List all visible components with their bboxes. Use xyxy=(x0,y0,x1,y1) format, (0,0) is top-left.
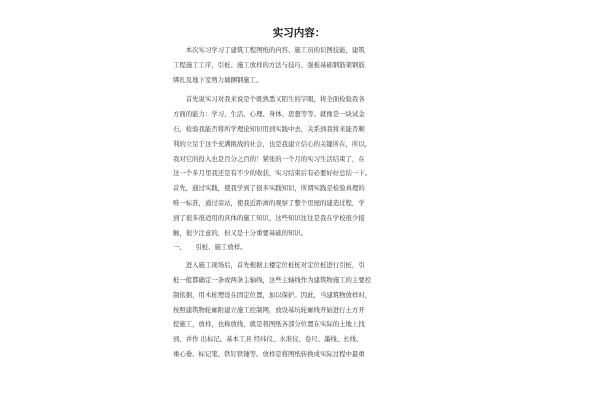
text-line: 到了很多很适用的具体的施工知识，这些知识往往是我在学校很少接 xyxy=(173,213,365,222)
document-title: 实习内容： xyxy=(272,27,326,39)
text-line: 按照建筑物轮廓附建立施工控制网，放设基坑轮廓线开始进行土方开 xyxy=(173,305,365,314)
text-line: 挖施工，放样，也称放线，就是将图纸各部分位置在实际的土地上找 xyxy=(173,320,365,329)
text-line: 我对它的投入也是百分之百的！紧张的一个月的实习生活结束了，在 xyxy=(173,154,365,163)
text-line: 首先，通过实践，使我学到了很多实践知识，所谓实践是检验真理的 xyxy=(173,184,365,193)
text-line: 唯一标准，通过旁站，使我近距离的观察了整个房屋的建造过程，学 xyxy=(173,198,365,207)
text-line: 工程施工工序，引桩、施工放样的方法与技巧、强板基础钢筋架钢筋 xyxy=(173,60,365,69)
text-line: 方面的能力：学习、生活、心理、身体、思想等等。就像是一块试金 xyxy=(173,110,365,119)
intro-paragraph xyxy=(173,43,425,87)
text-line: 本次实习学习了建筑工程图纸的内容、施工员的识图技能，建筑 xyxy=(173,46,365,54)
text-line: 利的立足于这个充满挑战的社会，也是我建立信心的关键所在，所以， xyxy=(173,139,372,148)
text-line: 触，很少注意的，但又是十分重要基础的知识。 xyxy=(173,228,308,237)
text-line: 重心垂、标记笔、铁钉铁锤等。放样是将图纸转换成实际过程中最重 xyxy=(173,349,365,358)
section-paragraph xyxy=(173,258,425,362)
section-heading: 一、 引桩、施工放样。 xyxy=(173,243,247,252)
text-line: 进入施工现场后，首先根据主楼定位桩桩对定位桩进行引桩，引 xyxy=(173,261,365,270)
text-line: 到、并作 出标记。基本工具 经纬仪、水准仪、卷尺、墨线、长线、 xyxy=(173,335,363,344)
text-line: 石，检验我能否将所学理论知识用到实践中去，关系到我将来能否顺 xyxy=(173,124,365,133)
text-line: 首先说实习对我来说是个既熟悉又陌生的字眼，将全面检验我各 xyxy=(173,95,365,104)
reflection-paragraph xyxy=(173,92,425,240)
text-line: 桩一般都确定一条或两条主轴线，这些主轴线作为建筑物施工的主要控 xyxy=(173,275,372,284)
text-line: 这一个多月里我还是有不少的收获，实习结束后有必要好好总结一下。 xyxy=(173,169,372,178)
document-page xyxy=(173,26,425,400)
text-line: 绑扎及地下室剪力墙捆钢施工。 xyxy=(173,75,263,84)
text-line: 制依据，用木桩埋设在固定位置，加以保护。因此，当建筑物放样时， xyxy=(173,290,372,299)
